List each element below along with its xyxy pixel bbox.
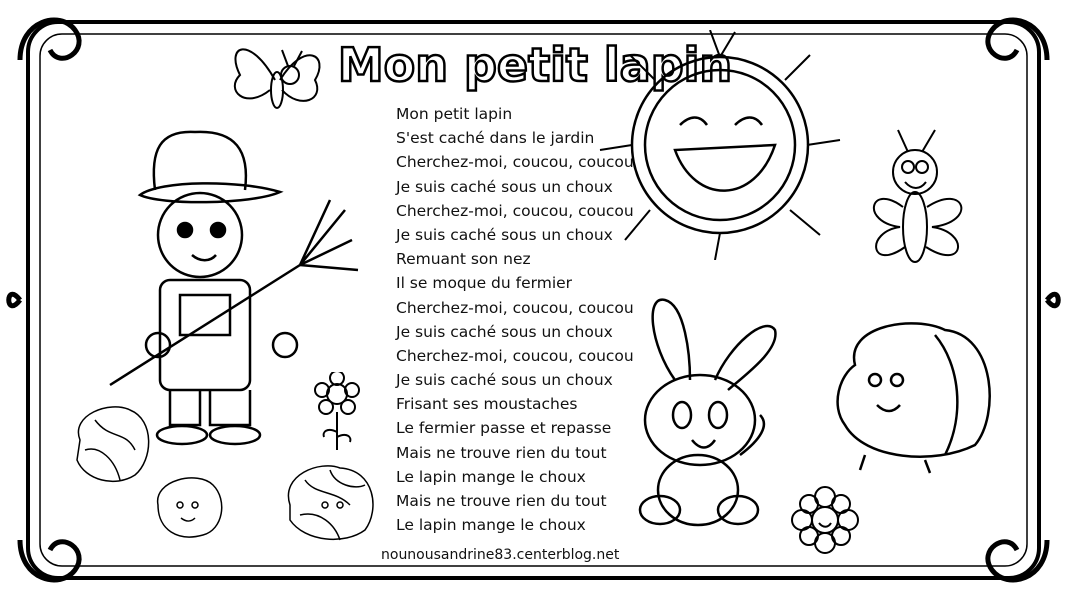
lyric-line: Je suis caché sous un choux [396, 322, 613, 341]
cabbage-character-illustration [825, 315, 1005, 475]
page-title: Mon petit lapin [337, 38, 733, 92]
lyric-line: S'est caché dans le jardin [396, 129, 595, 148]
lyric-line: Je suis caché sous un choux [396, 177, 613, 196]
lyric-line: Le lapin mange le choux [396, 467, 586, 486]
lettuce-illustration [280, 460, 380, 545]
lyric-line: Frisant ses moustaches [396, 395, 578, 414]
flower-illustration [790, 485, 860, 555]
lyric-line: Le fermier passe et repasse [396, 419, 612, 438]
small-flower-illustration [312, 372, 362, 452]
credit-text: nounousandrine83.centerblog.net [381, 547, 620, 563]
smiling-butterfly-illustration [860, 122, 980, 277]
cabbage-illustration-small [148, 470, 228, 545]
cabbage-illustration [65, 400, 155, 490]
lyric-line: Cherchez-moi, coucou, coucou [396, 201, 634, 220]
lyric-line: Il se moque du fermier [396, 274, 573, 293]
lyric-line: Cherchez-moi, coucou, coucou [396, 153, 634, 172]
lyric-line: Je suis caché sous un choux [396, 371, 613, 390]
lyric-line: Cherchez-moi, coucou, coucou [396, 346, 634, 365]
lyric-line: Le lapin mange le choux [396, 516, 586, 535]
lyric-line: Mon petit lapin [396, 105, 513, 123]
bunny-illustration [620, 285, 795, 530]
lyric-line: Je suis caché sous un choux [396, 225, 613, 244]
butterfly-illustration [220, 35, 330, 120]
lyric-line: Cherchez-moi, coucou, coucou [396, 298, 634, 317]
sun-illustration [595, 30, 845, 260]
lyric-line: Mais ne trouve rien du tout [396, 443, 607, 462]
lyric-line: Mais ne trouve rien du tout [396, 492, 607, 510]
lyric-line: Remuant son nez [396, 250, 531, 269]
